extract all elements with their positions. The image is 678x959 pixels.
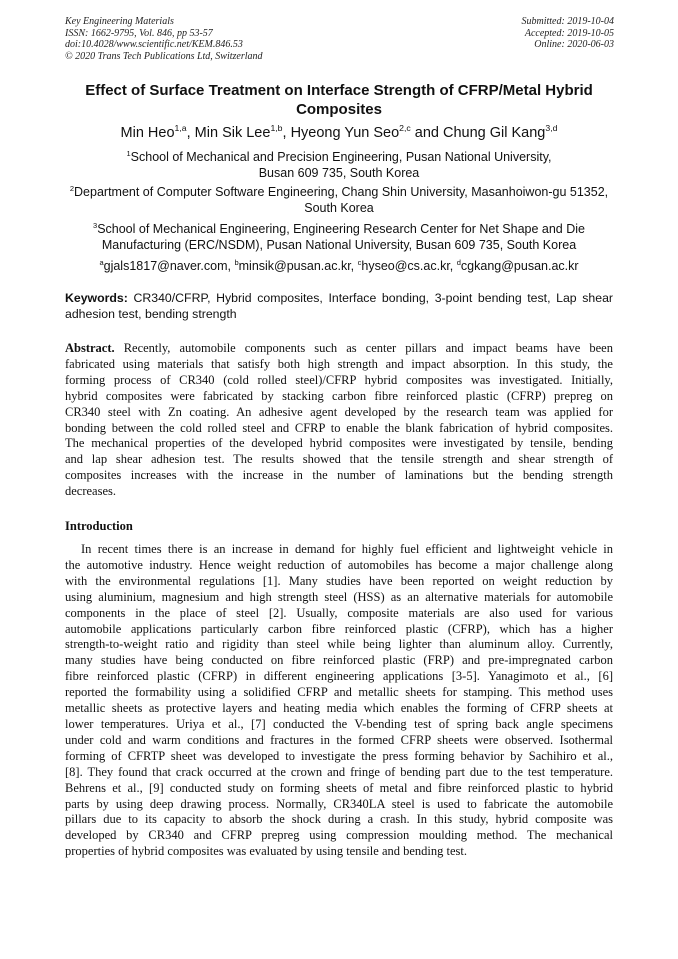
paper-title: Effect of Surface Treatment on Interface Strength of CFRP/Metal Hybrid Composites xyxy=(85,82,593,118)
intro-line: developed by CR340 and CFRP prepreg using compression moulding method. The mechanical xyxy=(65,828,613,843)
intro-line: with the environmental regulations [1]. Many studies have been reported on weight reduction by xyxy=(65,573,613,588)
online-date: Online: 2020-06-03 xyxy=(534,39,614,50)
author-name: Hyeong Yun Seo xyxy=(290,125,400,141)
intro-line: parts by using deep drawing process. Normally, CR340LA steel is used to fabricate the automobile xyxy=(65,796,613,811)
email-address: minsik@pusan.ac.kr xyxy=(238,259,351,273)
affiliation-sup: 2 xyxy=(69,183,75,193)
affiliation-2 xyxy=(50,184,628,216)
abstract-line: composites increases with the increase in the number of laminations but the bending strength xyxy=(65,468,613,483)
issn-line: ISSN: 1662-9795, Vol. 846, pp 53-57 xyxy=(65,27,213,39)
affiliation-line: South Korea xyxy=(304,201,374,215)
intro-line: Behrens et al., [9] conducted study on forming sheets of metal and fibre reinforced plastic to hybrid xyxy=(65,780,613,795)
intro-line: In recent times there is an increase in demand for highly fuel efficient and lightweight vehicle in xyxy=(81,542,613,556)
email-list: $^a$gjals1817@naver.com, $^b$minsik@pusan.ac.kr, $^c$hyseo@cs.ac.kr, $^d$cgkang@pusan.ac.kr xyxy=(99,257,579,273)
doi-line: doi:10.4028/www.scientific.net/KEM.846.53 xyxy=(65,39,243,50)
keywords-line: CR340/CFRP, Hybrid composites, Interface bonding, 3-point bending test, Lap shear xyxy=(127,291,613,305)
intro-line: fibre reinforced plastic (CFRP) in different engineering applications [3-5]. Yanagimoto et al., [6] xyxy=(65,669,613,684)
abstract-line: bonding between the cold rolled steel and CFRP to enable the blank fabrication of hybrid composites. xyxy=(65,420,613,435)
email-address: hyseo@cs.ac.kr xyxy=(361,259,450,273)
affiliation-line: Department of Computer Software Engineering, Chang Shin University, Masanhoiwon-gu 51352, xyxy=(74,185,609,199)
intro-line: components in the place of steel [2]. Usually, composite materials are also used for various xyxy=(65,605,613,620)
submitted-date: Submitted: 2019-10-04 xyxy=(521,16,614,27)
author-sup: 3,d xyxy=(545,123,558,134)
intro-line: many studies have being conducted on fibre reinforced plastic (FRP) and pre-impregnated carbon xyxy=(65,653,613,668)
email-address: cgkang@pusan.ac.kr xyxy=(460,259,579,273)
affiliation-line: Busan 609 735, South Korea xyxy=(258,166,420,180)
intro-line: reported the formability using a solidified CFRP and metallic sheets for stamping. This method uses xyxy=(65,685,613,700)
email-sup: a xyxy=(99,257,104,267)
abstract-line: decreases. xyxy=(65,484,117,499)
affiliation-sup: 3 xyxy=(93,220,98,230)
intro-line: using aluminium, magnesium and high strength steel (HSS) as an alternative materials for automobile xyxy=(65,589,613,604)
intro-line: strength-to-weight ratio and rigidity than steel while being lighter than aluminum alloy. Currently, xyxy=(65,637,613,652)
author-name: Min Sik Lee xyxy=(194,125,271,141)
author-sup: 1,a xyxy=(174,123,187,134)
dates-meta xyxy=(522,16,615,51)
intro-line: under cold and warm conditions and fractures in the formed CFRP sheets were observed. Isothermal xyxy=(65,732,613,747)
journal-meta xyxy=(65,16,263,62)
author-sup: 2,c xyxy=(399,123,411,134)
introduction-body xyxy=(65,542,613,860)
author-sup: 1,b xyxy=(270,123,283,134)
abstract-block xyxy=(65,341,613,500)
intro-line: [8]. They found that crack occurred at the crown and fringe of bending part due to the test temperature. xyxy=(65,764,613,779)
intro-line: lower temperatures. Uriya et al., [7] conducted the V-bending test of spring back angle specimens xyxy=(65,716,613,731)
affiliation-line: School of Mechanical Engineering, Engineering Research Center for Net Shape and Die xyxy=(97,222,585,236)
abstract-line: hybrid composites were fabricated by stacking carbon fibre reinforced plastic (CFRP) prepreg on xyxy=(65,388,613,403)
intro-line: pillars due to its capacity to absorb the shock during a crash. In this study, hybrid composite was xyxy=(65,812,613,827)
keywords-label: Keywords: xyxy=(65,291,128,305)
affiliation-1 xyxy=(50,149,628,181)
intro-line: automobile applications particularly carbon fibre reinforced plastic (CFRP), which has a higher xyxy=(65,621,613,636)
intro-line: the automotive industry. Hence weight reduction of automobiles has become a major challenge along xyxy=(65,557,613,572)
intro-line: forming of CFRTP sheet was developed to investigate the press forming behavior by Sachihiro et al., xyxy=(65,748,613,763)
author-list: Min Heo$^{1,a}$, Min Sik Lee$^{1,b}$, Hyeong Yun Seo$^{2,c}$ and Chung Gil Kang$^{3,d}$ xyxy=(120,123,558,141)
keywords-block xyxy=(65,290,613,322)
abstract-line: The mechanical properties of the developed hybrid composites were investigated by tensile, bending xyxy=(65,436,613,451)
intro-line: metallic sheets as protective layers and heating media which enables the forming of CFRP sheets at xyxy=(65,701,613,716)
email-sup: d xyxy=(456,257,461,267)
abstract-label: Abstract. xyxy=(65,341,115,355)
email-address: gjals1817@naver.com xyxy=(103,259,228,273)
email-sup: c xyxy=(357,257,362,267)
keywords-line: adhesion test, bending strength xyxy=(65,307,237,321)
abstract-line: fabricated using materials that satisfy both high strength and impact absorption. In this study, the xyxy=(65,356,613,371)
affiliation-sup: 1 xyxy=(126,148,131,158)
abstract-line: CR340 steel with Zn coating. An adhesive agent developed by the research team was applied for xyxy=(65,404,613,419)
journal-name: Key Engineering Materials xyxy=(65,16,174,27)
author-name: Min Heo xyxy=(120,125,175,141)
abstract-line: forming process of CR340 (cold rolled steel)/CFRP hybrid composites was investigated. Initially, xyxy=(65,372,613,387)
introduction-heading: Introduction xyxy=(65,519,133,533)
email-sup: b xyxy=(234,257,239,267)
affiliation-line: Manufacturing (ERC/NSDM), Pusan National University, Busan 609 735, South Korea xyxy=(101,238,577,252)
intro-line: properties of hybrid composites was evaluated by using tensile and bending test. xyxy=(65,844,467,859)
abstract-line: and lap shear adhesion test. The results showed that the tensile strength and shear strength of xyxy=(65,452,613,467)
affiliation-3 xyxy=(50,221,628,253)
copyright-line: © 2020 Trans Tech Publications Ltd, Switzerland xyxy=(65,50,263,62)
abstract-line: Recently, automobile components such as center pillars and impact beams have been xyxy=(114,341,613,355)
accepted-date: Accepted: 2019-10-05 xyxy=(524,27,614,39)
affiliation-line: School of Mechanical and Precision Engineering, Pusan National University, xyxy=(130,150,552,164)
author-name: Chung Gil Kang xyxy=(443,125,546,141)
